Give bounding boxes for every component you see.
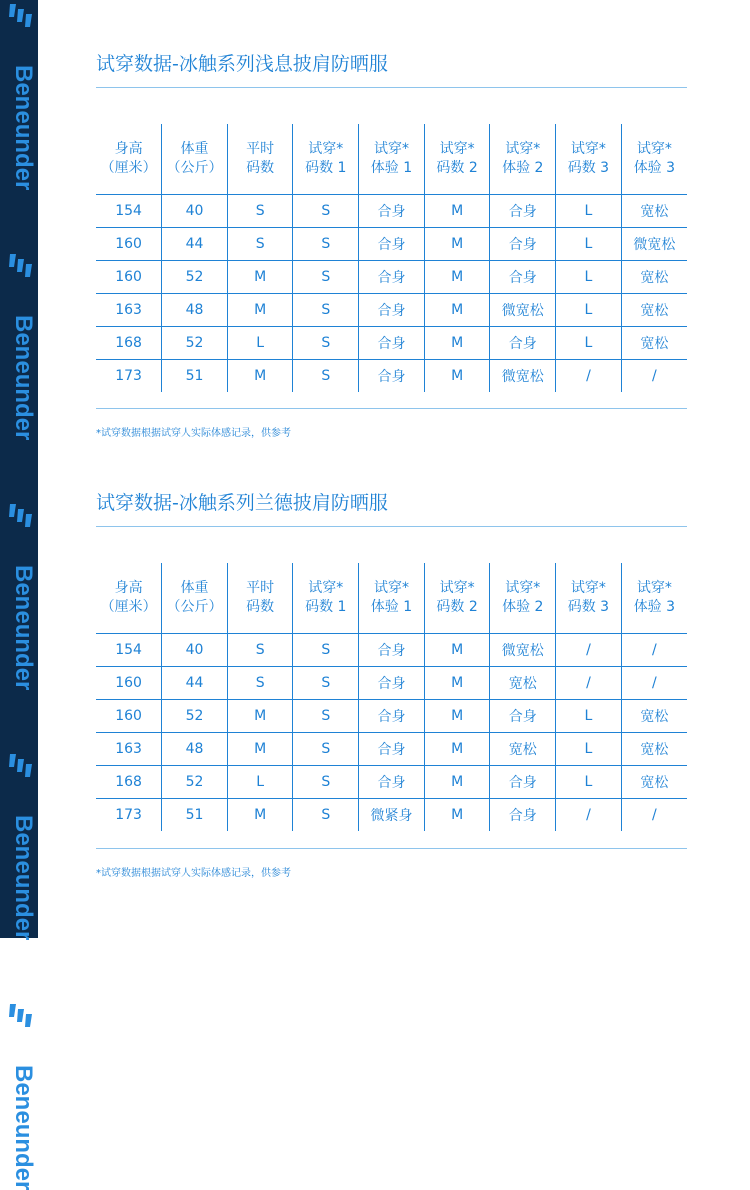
table-row [96,327,687,360]
column-header [556,563,622,634]
column-header-line: 试穿* [570,141,606,157]
table-cell: 合身 [490,799,556,832]
table-cell: 宽松 [621,327,687,360]
table-cell: M [424,195,490,228]
table-cell: L [227,327,293,360]
column-header [621,563,687,634]
table-cell: 宽松 [621,195,687,228]
table-cell: 合身 [359,634,425,667]
header-row [96,563,687,634]
table-cell: S [293,667,359,700]
table-cell: 160 [96,228,162,261]
table-cell: 合身 [490,228,556,261]
table-cell: M [424,294,490,327]
column-header-line: 码数 1 [305,160,347,176]
table-cell: / [556,360,622,393]
table-cell: L [556,228,622,261]
table-cell: 40 [162,634,228,667]
column-header [96,124,162,195]
column-header [556,124,622,195]
brand-logo-icon [9,4,33,28]
column-header-line: 体验 3 [633,160,676,176]
brand-mark [0,0,38,191]
column-header-line: （厘米） [100,160,157,176]
column-header [359,563,425,634]
table-row [96,667,687,700]
table-cell: 宽松 [490,733,556,766]
table-cell: 168 [96,327,162,360]
table-cell: 160 [96,261,162,294]
table-cell: L [556,294,622,327]
title-divider [96,526,687,527]
table-cell: L [556,261,622,294]
table-cell: S [227,228,293,261]
table-row [96,228,687,261]
brand-logo-icon [9,254,33,278]
table-cell: 宽松 [490,667,556,700]
column-header [424,124,490,195]
table-cell: S [227,634,293,667]
column-header-line: 试穿* [439,141,475,157]
table-cell: 52 [162,327,228,360]
table-cell: 168 [96,766,162,799]
table-cell: S [293,766,359,799]
table-cell: 合身 [359,261,425,294]
column-header-line: 码数 2 [436,160,478,176]
table-cell: 44 [162,228,228,261]
brand-mark [0,930,38,1190]
column-header-line: 码数 1 [305,599,347,615]
column-header-line: 体验 3 [633,599,676,615]
table-cell: / [556,667,622,700]
table-cell: L [556,327,622,360]
table-cell: 合身 [490,766,556,799]
table-cell: 160 [96,667,162,700]
table-cell: S [293,261,359,294]
brand-wordmark: Beneunder [10,315,37,441]
brand-logo-icon [9,1004,33,1028]
column-header [490,563,556,634]
table-cell: 合身 [359,733,425,766]
column-header-line: 平时 [246,141,275,157]
table-cell: L [227,766,293,799]
table-cell: S [227,667,293,700]
column-header-line: 体重 [180,141,209,157]
table-row [96,700,687,733]
brand-wordmark: Beneunder [10,65,37,191]
brand-wordmark: Beneunder [10,565,37,691]
table-cell: 宽松 [621,261,687,294]
brand-mark [0,430,38,691]
table-cell: 52 [162,261,228,294]
column-header-line: 身高 [114,580,143,596]
column-header [293,563,359,634]
table-cell: / [621,667,687,700]
column-header-line: 试穿* [505,580,541,596]
table-cell: / [621,799,687,832]
table-cell: M [227,294,293,327]
table-cell: S [293,294,359,327]
table-cell: M [227,360,293,393]
table-cell: 合身 [490,195,556,228]
column-header-line: （公斤） [166,599,223,615]
table-cell: / [621,360,687,393]
column-header [162,563,228,634]
table-cell: S [227,195,293,228]
table-cell: M [424,327,490,360]
column-header [162,124,228,195]
table-row [96,261,687,294]
table-row [96,360,687,393]
table-cell: S [293,733,359,766]
fit-data-table [96,124,687,392]
table-cell: 宽松 [621,766,687,799]
table-cell: M [424,667,490,700]
table-cell: M [227,261,293,294]
table-cell: / [556,634,622,667]
table-cell: 合身 [490,327,556,360]
column-header-line: 试穿* [439,580,475,596]
column-header-line: 平时 [246,580,275,596]
table-cell: 微宽松 [490,360,556,393]
table-row [96,294,687,327]
brand-wordmark: Beneunder [10,1065,37,1190]
table-cell: S [293,195,359,228]
table-cell: 52 [162,700,228,733]
footnote: *试穿数据根据试穿人实际体感记录，供参考 [96,428,291,439]
table-cell: 合身 [359,700,425,733]
table-cell: M [424,634,490,667]
section-title: 试穿数据-冰触系列兰德披肩防晒服 [96,492,388,514]
brand-wordmark: Beneunder [10,815,37,941]
table-divider [96,408,687,409]
brand-mark [0,180,38,441]
table-cell: S [293,799,359,832]
column-header [227,124,293,195]
table-cell: 173 [96,799,162,832]
column-header [621,124,687,195]
table-cell: 合身 [359,766,425,799]
table-cell: 40 [162,195,228,228]
table-cell: 48 [162,294,228,327]
table-cell: 微紧身 [359,799,425,832]
column-header-line: 试穿* [636,141,672,157]
table-cell: M [227,700,293,733]
column-header-line: 体验 2 [502,160,544,176]
column-header [293,124,359,195]
column-header-line: 码数 [246,599,275,615]
table-row [96,733,687,766]
table-cell: L [556,766,622,799]
table-cell: 宽松 [621,700,687,733]
table-cell: M [424,799,490,832]
table-cell: 合身 [490,261,556,294]
table-cell: 微宽松 [490,634,556,667]
column-header-line: 体验 2 [502,599,544,615]
table-divider [96,848,687,849]
table-cell: / [556,799,622,832]
table-cell: M [227,799,293,832]
table-cell: 微宽松 [490,294,556,327]
table-cell: L [556,195,622,228]
table-cell: / [621,634,687,667]
column-header [359,124,425,195]
column-header-line: 试穿* [308,141,344,157]
table-cell: S [293,700,359,733]
table-row [96,634,687,667]
table-cell: 173 [96,360,162,393]
table-cell: 160 [96,700,162,733]
table-cell: M [424,733,490,766]
table-cell: M [424,700,490,733]
column-header-line: 码数 2 [436,599,478,615]
table-cell: 51 [162,799,228,832]
table-cell: 163 [96,294,162,327]
table-cell: L [556,700,622,733]
title-divider [96,87,687,88]
column-header-line: 体验 1 [370,599,413,615]
table-cell: 163 [96,733,162,766]
column-header-line: 体重 [180,580,209,596]
table-cell: M [424,360,490,393]
table-cell: S [293,228,359,261]
brand-logo-icon [9,504,33,528]
table-cell: 合身 [359,360,425,393]
table-cell: 合身 [359,195,425,228]
column-header-line: 试穿* [570,580,606,596]
table-cell: 合身 [359,667,425,700]
column-header-line: 试穿* [308,580,344,596]
brand-logo-icon [9,754,33,778]
table-cell: 微宽松 [621,228,687,261]
table-cell: M [227,733,293,766]
column-header-line: 码数 [246,160,275,176]
table-cell: M [424,261,490,294]
table-row [96,799,687,832]
column-header-line: 体验 1 [370,160,413,176]
brand-repeat-stack [0,0,38,1190]
section-title: 试穿数据-冰触系列浅息披肩防晒服 [96,53,388,75]
column-header-line: 码数 3 [567,160,610,176]
table-cell: 合身 [359,294,425,327]
fit-data-table [96,563,687,831]
table-cell: 154 [96,634,162,667]
table-cell: 合身 [359,327,425,360]
column-header-line: 试穿* [505,141,541,157]
column-header-line: 试穿* [636,580,672,596]
table-cell: M [424,766,490,799]
column-header-line: 码数 3 [567,599,610,615]
table-cell: S [293,360,359,393]
column-header [424,563,490,634]
table-row [96,195,687,228]
table-cell: 合身 [490,700,556,733]
brand-mark [0,680,38,941]
table-row [96,766,687,799]
table-cell: 154 [96,195,162,228]
brand-sidebar [0,0,38,1190]
table-cell: 51 [162,360,228,393]
column-header-line: （厘米） [100,599,157,615]
table-cell: L [556,733,622,766]
column-header-line: 身高 [114,141,143,157]
column-header-line: 试穿* [373,141,409,157]
column-header-line: （公斤） [166,160,223,176]
table-cell: 48 [162,733,228,766]
footnote: *试穿数据根据试穿人实际体感记录，供参考 [96,868,291,879]
column-header [490,124,556,195]
column-header [227,563,293,634]
table-cell: 宽松 [621,733,687,766]
table-cell: M [424,228,490,261]
column-header-line: 试穿* [373,580,409,596]
header-row [96,124,687,195]
table-cell: 宽松 [621,294,687,327]
column-header [96,563,162,634]
table-cell: 合身 [359,228,425,261]
table-cell: 44 [162,667,228,700]
table-cell: 52 [162,766,228,799]
table-cell: S [293,327,359,360]
table-cell: S [293,634,359,667]
